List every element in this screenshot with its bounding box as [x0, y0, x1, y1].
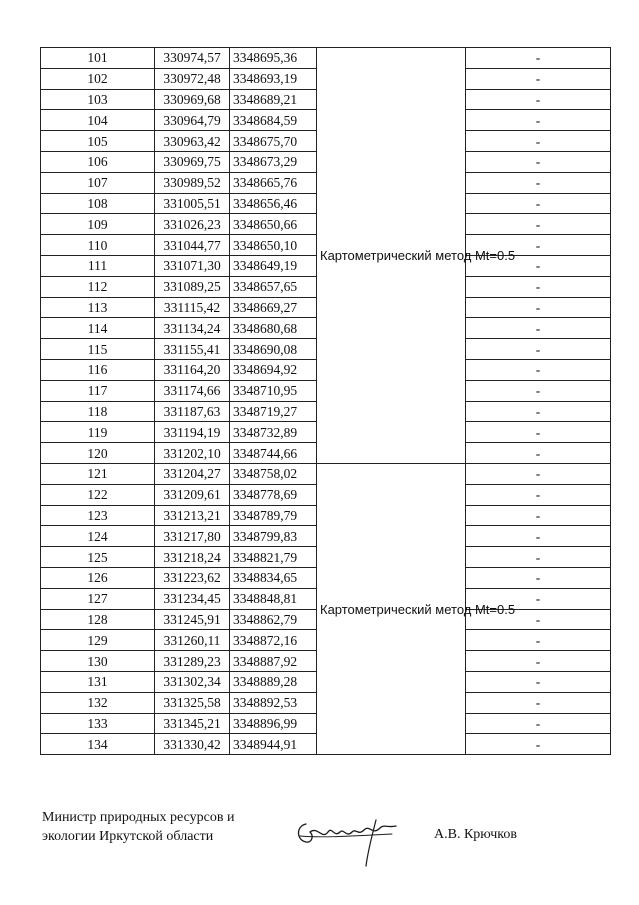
point-number-cell: 131 [41, 671, 155, 692]
note-cell: - [466, 89, 611, 110]
coordinate-x-cell: 331194,19 [155, 422, 230, 443]
point-number-cell: 110 [41, 235, 155, 256]
coordinate-y-cell: 3348669,27 [230, 297, 317, 318]
coordinate-y-cell: 3348665,76 [230, 172, 317, 193]
coordinate-y-cell: 3348758,02 [230, 463, 317, 484]
coordinate-x-cell: 331209,61 [155, 484, 230, 505]
coordinate-y-cell: 3348799,83 [230, 526, 317, 547]
point-number-cell: 125 [41, 547, 155, 568]
point-number-cell: 117 [41, 380, 155, 401]
point-number-cell: 126 [41, 567, 155, 588]
coordinate-x-cell: 331026,23 [155, 214, 230, 235]
note-cell: - [466, 401, 611, 422]
coordinate-y-cell: 3348887,92 [230, 651, 317, 672]
coordinate-x-cell: 331202,10 [155, 443, 230, 464]
note-cell: - [466, 422, 611, 443]
note-cell: - [466, 110, 611, 131]
point-number-cell: 101 [41, 48, 155, 69]
point-number-cell: 129 [41, 630, 155, 651]
coordinate-x-cell: 330969,75 [155, 151, 230, 172]
note-cell: - [466, 671, 611, 692]
coordinate-y-cell: 3348789,79 [230, 505, 317, 526]
point-number-cell: 121 [41, 463, 155, 484]
coordinate-x-cell: 331302,34 [155, 671, 230, 692]
coordinate-y-cell: 3348848,81 [230, 588, 317, 609]
coordinate-y-cell: 3348744,66 [230, 443, 317, 464]
point-number-cell: 128 [41, 609, 155, 630]
point-number-cell: 106 [41, 151, 155, 172]
note-cell: - [466, 339, 611, 360]
note-cell: - [466, 484, 611, 505]
point-number-cell: 115 [41, 339, 155, 360]
coordinate-y-cell: 3348680,68 [230, 318, 317, 339]
note-cell: - [466, 193, 611, 214]
signatory-position-line-2: экологии Иркутской области [42, 829, 214, 844]
coordinate-y-cell: 3348821,79 [230, 547, 317, 568]
note-cell: - [466, 692, 611, 713]
coordinate-x-cell: 331218,24 [155, 547, 230, 568]
coordinate-x-cell: 331155,41 [155, 339, 230, 360]
coordinate-y-cell: 3348690,08 [230, 339, 317, 360]
coordinate-y-cell: 3348872,16 [230, 630, 317, 651]
point-number-cell: 123 [41, 505, 155, 526]
point-number-cell: 113 [41, 297, 155, 318]
coordinate-x-cell: 331187,63 [155, 401, 230, 422]
point-number-cell: 119 [41, 422, 155, 443]
point-number-cell: 120 [41, 443, 155, 464]
coordinate-y-cell: 3348689,21 [230, 89, 317, 110]
point-number-cell: 116 [41, 359, 155, 380]
signatory-position-line-1: Министр природных ресурсов и [42, 810, 235, 825]
coordinates-table [40, 47, 611, 755]
method-cell: Картометрический метод Mt=0.5 [317, 48, 466, 464]
point-number-cell: 107 [41, 172, 155, 193]
coordinate-y-cell: 3348649,19 [230, 255, 317, 276]
coordinates-table-body [41, 48, 611, 755]
note-cell: - [466, 526, 611, 547]
coordinate-y-cell: 3348656,46 [230, 193, 317, 214]
note-cell: - [466, 713, 611, 734]
coordinate-x-cell: 331223,62 [155, 567, 230, 588]
coordinate-y-cell: 3348710,95 [230, 380, 317, 401]
coordinate-x-cell: 331330,42 [155, 734, 230, 755]
coordinate-x-cell: 331213,21 [155, 505, 230, 526]
coordinate-y-cell: 3348892,53 [230, 692, 317, 713]
coordinate-x-cell: 331289,23 [155, 651, 230, 672]
signatory-position [42, 808, 234, 846]
coordinate-y-cell: 3348650,10 [230, 235, 317, 256]
coordinate-x-cell: 330989,52 [155, 172, 230, 193]
note-cell: - [466, 505, 611, 526]
coordinate-y-cell: 3348694,92 [230, 359, 317, 380]
coordinate-y-cell: 3348719,27 [230, 401, 317, 422]
point-number-cell: 132 [41, 692, 155, 713]
point-number-cell: 114 [41, 318, 155, 339]
note-cell: - [466, 463, 611, 484]
coordinate-y-cell: 3348684,59 [230, 110, 317, 131]
point-number-cell: 108 [41, 193, 155, 214]
note-cell: - [466, 48, 611, 69]
signatory-name: А.В. Крючков [434, 827, 517, 842]
note-cell: - [466, 443, 611, 464]
coordinate-y-cell: 3348673,29 [230, 151, 317, 172]
coordinate-x-cell: 331204,27 [155, 463, 230, 484]
point-number-cell: 124 [41, 526, 155, 547]
note-cell: - [466, 214, 611, 235]
note-cell: - [466, 151, 611, 172]
coordinate-x-cell: 330969,68 [155, 89, 230, 110]
note-cell: - [466, 359, 611, 380]
coordinate-y-cell: 3348889,28 [230, 671, 317, 692]
point-number-cell: 112 [41, 276, 155, 297]
coordinate-x-cell: 330963,42 [155, 131, 230, 152]
coordinate-x-cell: 331325,58 [155, 692, 230, 713]
coordinate-x-cell: 331134,24 [155, 318, 230, 339]
note-cell: - [466, 131, 611, 152]
coordinate-x-cell: 331234,45 [155, 588, 230, 609]
note-cell: - [466, 172, 611, 193]
note-cell: - [466, 567, 611, 588]
point-number-cell: 127 [41, 588, 155, 609]
point-number-cell: 134 [41, 734, 155, 755]
coordinate-y-cell: 3348732,89 [230, 422, 317, 443]
point-number-cell: 103 [41, 89, 155, 110]
coordinate-y-cell: 3348862,79 [230, 609, 317, 630]
coordinate-y-cell: 3348650,66 [230, 214, 317, 235]
point-number-cell: 133 [41, 713, 155, 734]
note-cell: - [466, 651, 611, 672]
note-cell: - [466, 630, 611, 651]
point-number-cell: 122 [41, 484, 155, 505]
coordinate-x-cell: 331071,30 [155, 255, 230, 276]
point-number-cell: 118 [41, 401, 155, 422]
coordinate-x-cell: 331005,51 [155, 193, 230, 214]
table-row [41, 48, 611, 69]
note-cell: - [466, 318, 611, 339]
coordinate-x-cell: 331345,21 [155, 713, 230, 734]
point-number-cell: 109 [41, 214, 155, 235]
note-cell: - [466, 380, 611, 401]
note-cell: - [466, 297, 611, 318]
note-cell: - [466, 68, 611, 89]
coordinate-x-cell: 330972,48 [155, 68, 230, 89]
note-cell: - [466, 255, 611, 276]
note-cell: - [466, 276, 611, 297]
point-number-cell: 105 [41, 131, 155, 152]
point-number-cell: 102 [41, 68, 155, 89]
point-number-cell: 111 [41, 255, 155, 276]
coordinate-x-cell: 331174,66 [155, 380, 230, 401]
handwritten-signature [292, 810, 402, 870]
note-cell: - [466, 588, 611, 609]
coordinate-x-cell: 331044,77 [155, 235, 230, 256]
table-row [41, 463, 611, 484]
coordinate-y-cell: 3348778,69 [230, 484, 317, 505]
coordinate-y-cell: 3348693,19 [230, 68, 317, 89]
point-number-cell: 130 [41, 651, 155, 672]
coordinate-x-cell: 331245,91 [155, 609, 230, 630]
coordinate-y-cell: 3348675,70 [230, 131, 317, 152]
coordinate-y-cell: 3348896,99 [230, 713, 317, 734]
note-cell: - [466, 734, 611, 755]
note-cell: - [466, 235, 611, 256]
coordinate-x-cell: 331217,80 [155, 526, 230, 547]
point-number-cell: 104 [41, 110, 155, 131]
coordinate-x-cell: 331260,11 [155, 630, 230, 651]
coordinate-x-cell: 331115,42 [155, 297, 230, 318]
coordinate-y-cell: 3348657,65 [230, 276, 317, 297]
note-cell: - [466, 609, 611, 630]
method-cell: Картометрический метод Mt=0.5 [317, 463, 466, 754]
coordinate-y-cell: 3348834,65 [230, 567, 317, 588]
coordinate-x-cell: 331089,25 [155, 276, 230, 297]
coordinate-y-cell: 3348695,36 [230, 48, 317, 69]
note-cell: - [466, 547, 611, 568]
coordinate-x-cell: 331164,20 [155, 359, 230, 380]
coordinate-x-cell: 330974,57 [155, 48, 230, 69]
coordinate-y-cell: 3348944,91 [230, 734, 317, 755]
coordinate-x-cell: 330964,79 [155, 110, 230, 131]
